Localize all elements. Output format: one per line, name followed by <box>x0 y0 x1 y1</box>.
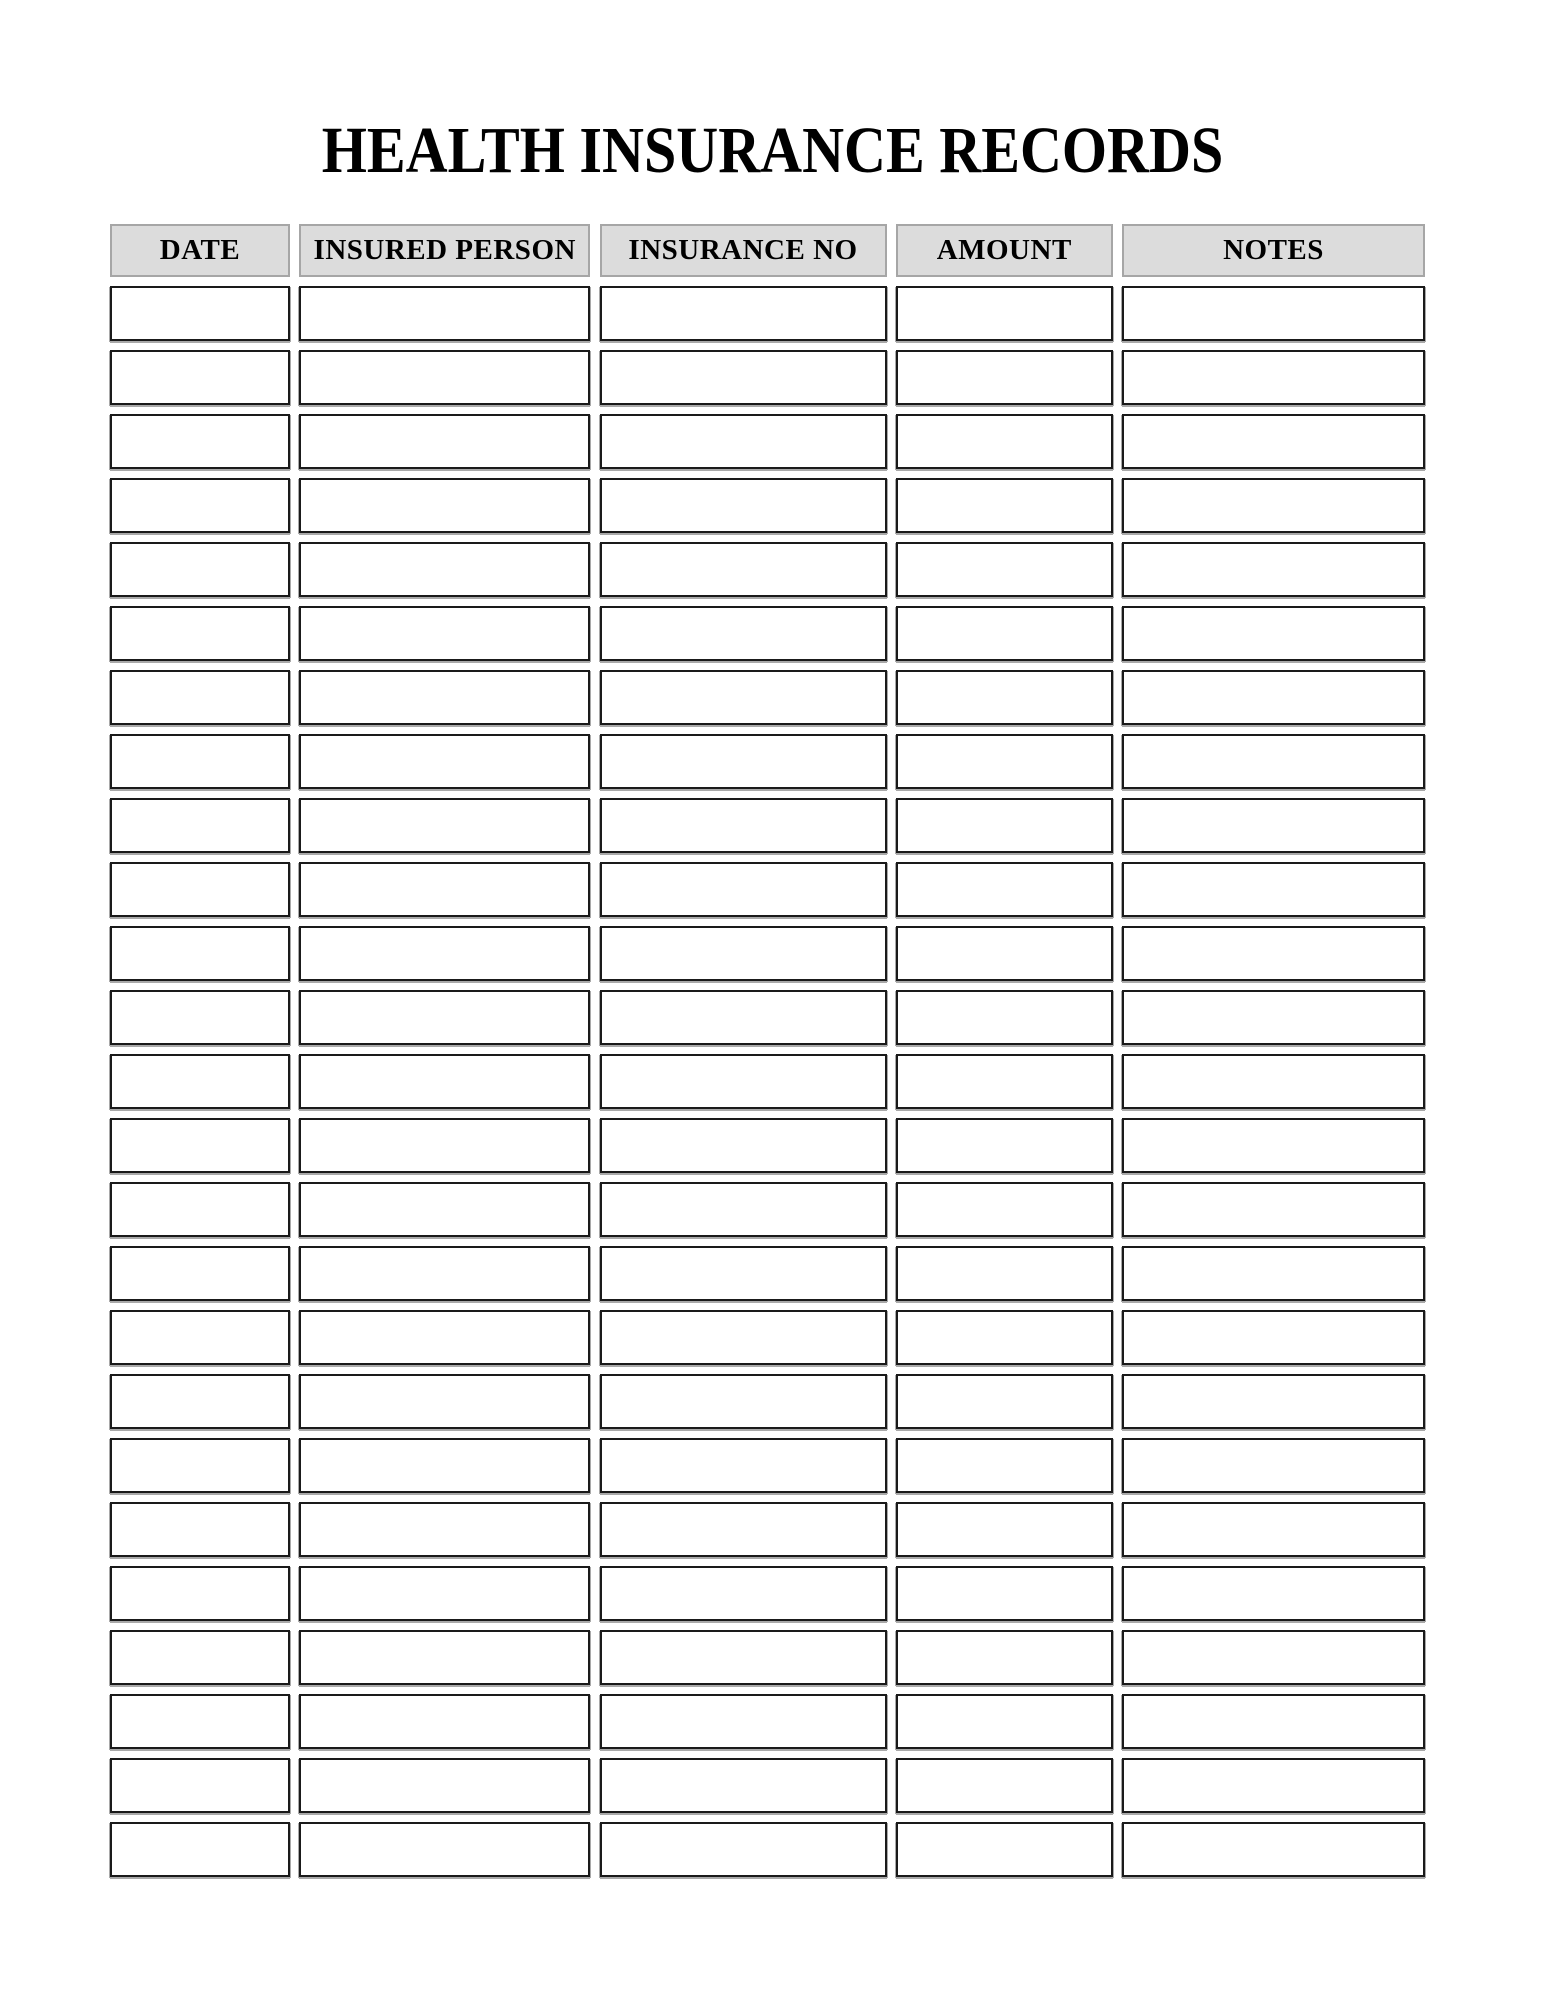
empty-cell-insurance-no-row-19 <box>600 1438 887 1493</box>
empty-cell-insured-person-row-3 <box>299 414 590 469</box>
empty-cell-amount-row-7 <box>896 670 1113 725</box>
empty-cell-date-row-16 <box>110 1246 290 1301</box>
empty-cell-insurance-no-row-23 <box>600 1694 887 1749</box>
empty-cell-date-row-3 <box>110 414 290 469</box>
empty-cell-notes-row-18 <box>1122 1374 1425 1429</box>
empty-cell-amount-row-22 <box>896 1630 1113 1685</box>
empty-cell-date-row-24 <box>110 1758 290 1813</box>
empty-cell-notes-row-13 <box>1122 1054 1425 1109</box>
empty-cell-insurance-no-row-15 <box>600 1182 887 1237</box>
empty-cell-notes-row-10 <box>1122 862 1425 917</box>
empty-cell-insured-person-row-23 <box>299 1694 590 1749</box>
empty-cell-insurance-no-row-14 <box>600 1118 887 1173</box>
empty-cell-insurance-no-row-24 <box>600 1758 887 1813</box>
empty-cell-insured-person-row-14 <box>299 1118 590 1173</box>
empty-cell-amount-row-6 <box>896 606 1113 661</box>
empty-cell-insurance-no-row-22 <box>600 1630 887 1685</box>
empty-cell-amount-row-8 <box>896 734 1113 789</box>
empty-cell-amount-row-9 <box>896 798 1113 853</box>
empty-cell-amount-row-11 <box>896 926 1113 981</box>
empty-cell-date-row-10 <box>110 862 290 917</box>
empty-cell-amount-row-1 <box>896 286 1113 341</box>
records-table <box>110 224 1425 1877</box>
empty-cell-insured-person-row-20 <box>299 1502 590 1557</box>
empty-cell-insurance-no-row-2 <box>600 350 887 405</box>
empty-cell-amount-row-23 <box>896 1694 1113 1749</box>
empty-cell-insurance-no-row-12 <box>600 990 887 1045</box>
empty-cell-insurance-no-row-10 <box>600 862 887 917</box>
page-title: HEALTH INSURANCE RECORDS <box>321 114 1224 187</box>
column-header-insurance-no: INSURANCE NO <box>600 224 887 277</box>
empty-cell-insurance-no-row-11 <box>600 926 887 981</box>
empty-cell-insured-person-row-7 <box>299 670 590 725</box>
empty-cell-amount-row-2 <box>896 350 1113 405</box>
empty-cell-insured-person-row-11 <box>299 926 590 981</box>
empty-cell-amount-row-19 <box>896 1438 1113 1493</box>
empty-cell-insurance-no-row-20 <box>600 1502 887 1557</box>
empty-cell-amount-row-4 <box>896 478 1113 533</box>
empty-cell-date-row-21 <box>110 1566 290 1621</box>
empty-cell-notes-row-24 <box>1122 1758 1425 1813</box>
empty-cell-insured-person-row-18 <box>299 1374 590 1429</box>
empty-cell-insurance-no-row-25 <box>600 1822 887 1877</box>
empty-cell-date-row-23 <box>110 1694 290 1749</box>
empty-cell-date-row-2 <box>110 350 290 405</box>
empty-cell-notes-row-19 <box>1122 1438 1425 1493</box>
empty-cell-notes-row-12 <box>1122 990 1425 1045</box>
empty-cell-insured-person-row-12 <box>299 990 590 1045</box>
empty-cell-insurance-no-row-3 <box>600 414 887 469</box>
empty-cell-date-row-5 <box>110 542 290 597</box>
empty-cell-notes-row-5 <box>1122 542 1425 597</box>
empty-cell-notes-row-1 <box>1122 286 1425 341</box>
empty-cell-insurance-no-row-7 <box>600 670 887 725</box>
empty-cell-insured-person-row-25 <box>299 1822 590 1877</box>
empty-cell-date-row-6 <box>110 606 290 661</box>
empty-cell-insured-person-row-4 <box>299 478 590 533</box>
empty-cell-amount-row-14 <box>896 1118 1113 1173</box>
empty-cell-date-row-20 <box>110 1502 290 1557</box>
empty-cell-amount-row-5 <box>896 542 1113 597</box>
empty-cell-date-row-19 <box>110 1438 290 1493</box>
column-header-date: DATE <box>110 224 290 277</box>
column-header-insured-person: INSURED PERSON <box>299 224 590 277</box>
empty-cell-insured-person-row-24 <box>299 1758 590 1813</box>
empty-cell-notes-row-20 <box>1122 1502 1425 1557</box>
empty-cell-insurance-no-row-8 <box>600 734 887 789</box>
empty-cell-notes-row-7 <box>1122 670 1425 725</box>
empty-cell-date-row-15 <box>110 1182 290 1237</box>
empty-cell-notes-row-9 <box>1122 798 1425 853</box>
empty-cell-insured-person-row-21 <box>299 1566 590 1621</box>
empty-cell-insurance-no-row-4 <box>600 478 887 533</box>
empty-cell-amount-row-21 <box>896 1566 1113 1621</box>
empty-cell-insured-person-row-1 <box>299 286 590 341</box>
empty-cell-amount-row-15 <box>896 1182 1113 1237</box>
empty-cell-date-row-9 <box>110 798 290 853</box>
empty-cell-notes-row-25 <box>1122 1822 1425 1877</box>
empty-cell-date-row-4 <box>110 478 290 533</box>
empty-cell-notes-row-22 <box>1122 1630 1425 1685</box>
empty-cell-date-row-1 <box>110 286 290 341</box>
empty-cell-insurance-no-row-13 <box>600 1054 887 1109</box>
empty-cell-insured-person-row-8 <box>299 734 590 789</box>
column-header-amount: AMOUNT <box>896 224 1113 277</box>
empty-cell-amount-row-25 <box>896 1822 1113 1877</box>
empty-cell-notes-row-14 <box>1122 1118 1425 1173</box>
empty-cell-date-row-13 <box>110 1054 290 1109</box>
empty-cell-notes-row-21 <box>1122 1566 1425 1621</box>
empty-cell-insured-person-row-15 <box>299 1182 590 1237</box>
empty-cell-date-row-22 <box>110 1630 290 1685</box>
empty-cell-amount-row-17 <box>896 1310 1113 1365</box>
empty-cell-insurance-no-row-16 <box>600 1246 887 1301</box>
empty-cell-notes-row-8 <box>1122 734 1425 789</box>
empty-cell-insured-person-row-22 <box>299 1630 590 1685</box>
empty-cell-insurance-no-row-18 <box>600 1374 887 1429</box>
empty-cell-notes-row-23 <box>1122 1694 1425 1749</box>
empty-cell-insured-person-row-17 <box>299 1310 590 1365</box>
empty-cell-insured-person-row-2 <box>299 350 590 405</box>
empty-cell-insured-person-row-5 <box>299 542 590 597</box>
empty-cell-insurance-no-row-6 <box>600 606 887 661</box>
empty-cell-amount-row-3 <box>896 414 1113 469</box>
empty-cell-insured-person-row-16 <box>299 1246 590 1301</box>
empty-cell-insurance-no-row-5 <box>600 542 887 597</box>
empty-cell-notes-row-2 <box>1122 350 1425 405</box>
empty-cell-insured-person-row-13 <box>299 1054 590 1109</box>
empty-cell-insurance-no-row-9 <box>600 798 887 853</box>
empty-cell-amount-row-13 <box>896 1054 1113 1109</box>
empty-cell-date-row-14 <box>110 1118 290 1173</box>
empty-cell-notes-row-3 <box>1122 414 1425 469</box>
empty-cell-date-row-18 <box>110 1374 290 1429</box>
column-header-notes: NOTES <box>1122 224 1425 277</box>
empty-cell-amount-row-24 <box>896 1758 1113 1813</box>
empty-cell-date-row-8 <box>110 734 290 789</box>
empty-cell-notes-row-16 <box>1122 1246 1425 1301</box>
empty-cell-amount-row-10 <box>896 862 1113 917</box>
empty-cell-insurance-no-row-1 <box>600 286 887 341</box>
empty-cell-amount-row-12 <box>896 990 1113 1045</box>
empty-cell-notes-row-17 <box>1122 1310 1425 1365</box>
empty-cell-date-row-25 <box>110 1822 290 1877</box>
empty-cell-notes-row-15 <box>1122 1182 1425 1237</box>
empty-cell-amount-row-20 <box>896 1502 1113 1557</box>
empty-cell-insured-person-row-10 <box>299 862 590 917</box>
empty-cell-notes-row-6 <box>1122 606 1425 661</box>
empty-cell-date-row-7 <box>110 670 290 725</box>
empty-cell-notes-row-4 <box>1122 478 1425 533</box>
empty-cell-date-row-12 <box>110 990 290 1045</box>
empty-cell-insurance-no-row-21 <box>600 1566 887 1621</box>
empty-cell-amount-row-16 <box>896 1246 1113 1301</box>
empty-cell-insurance-no-row-17 <box>600 1310 887 1365</box>
empty-cell-amount-row-18 <box>896 1374 1113 1429</box>
empty-cell-notes-row-11 <box>1122 926 1425 981</box>
empty-cell-date-row-17 <box>110 1310 290 1365</box>
empty-cell-insured-person-row-9 <box>299 798 590 853</box>
empty-cell-insured-person-row-19 <box>299 1438 590 1493</box>
empty-cell-date-row-11 <box>110 926 290 981</box>
empty-cell-insured-person-row-6 <box>299 606 590 661</box>
